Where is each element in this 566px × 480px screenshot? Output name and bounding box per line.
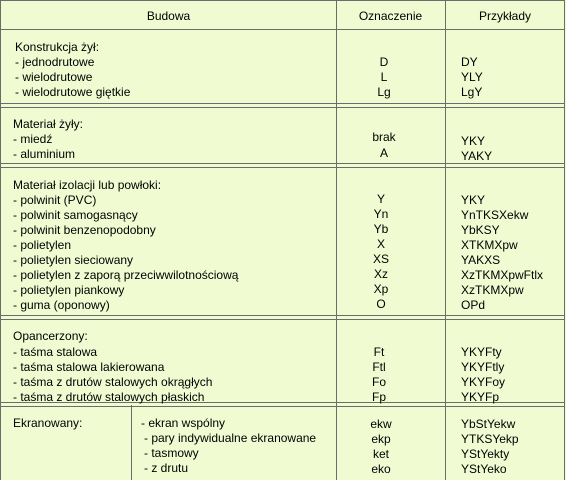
- row-code: Xp: [373, 282, 389, 296]
- row-code: Ft: [373, 345, 385, 359]
- header-oznaczenie: Oznaczenie: [358, 9, 423, 23]
- row-code: brak: [372, 130, 396, 144]
- row-label: - ekran wspólny: [141, 416, 226, 430]
- row-example: YKYFty: [461, 345, 502, 359]
- row-code: Y: [376, 192, 385, 206]
- row-example: XTKMXpw: [461, 238, 518, 252]
- row-label: - polietylen: [13, 238, 72, 252]
- row-label: - taśma stalowa: [13, 345, 98, 359]
- section-divider: [1, 319, 564, 320]
- row-code: ket: [372, 447, 389, 461]
- row-label: - aluminium: [13, 147, 76, 161]
- row-label: - polwinit benzenopodobny: [13, 223, 156, 237]
- section-title: Opancerzony:: [13, 329, 88, 343]
- column-divider: [131, 405, 132, 480]
- row-code: eko: [371, 462, 391, 476]
- row-code: Xz: [373, 267, 388, 281]
- row-example: YKYFp: [461, 390, 500, 404]
- row-label: - polwinit samogasnący: [13, 208, 138, 222]
- row-example: YLY: [461, 70, 483, 84]
- row-example: YnTKSXekw: [461, 208, 529, 222]
- row-code: O: [376, 297, 386, 311]
- row-example: XzTKMXpw: [461, 283, 524, 297]
- row-code: Lg: [377, 85, 391, 99]
- row-code: D: [379, 55, 389, 69]
- row-example: YKY: [461, 134, 486, 148]
- row-label: - jednodrutowe: [15, 55, 95, 69]
- row-code: Fo: [371, 375, 386, 389]
- section-title: Materiał żyły:: [13, 117, 84, 131]
- row-label: - tasmowy: [144, 446, 199, 460]
- row-example: YStYeko: [461, 462, 507, 476]
- row-label: - taśma stalowa lakierowana: [13, 360, 165, 374]
- header-budowa: Budowa: [146, 9, 191, 23]
- row-example: YAKY: [461, 149, 493, 163]
- row-label: - wielodrutowe giętkie: [15, 85, 131, 99]
- row-code: A: [379, 146, 388, 160]
- row-code: ekp: [371, 432, 391, 446]
- row-label: - pary indywidualne ekranowane: [144, 431, 317, 445]
- row-code: Fp: [371, 390, 386, 404]
- row-code: Yn: [373, 207, 389, 221]
- section-title: Konstrukcja żył:: [15, 40, 100, 54]
- row-code: Ftl: [372, 360, 386, 374]
- row-example: YStYekty: [461, 447, 510, 461]
- row-label: - guma (oponowy): [13, 298, 110, 312]
- row-label: - wielodrutowe: [15, 70, 93, 84]
- row-label: - polietylen piankowy: [13, 283, 125, 297]
- column-divider: [445, 1, 446, 480]
- row-label: - polietylen z zaporą przeciwwilotnościową: [13, 268, 239, 282]
- row-example: YTKSYekp: [461, 432, 519, 446]
- row-example: OPd: [461, 298, 486, 312]
- section-divider: [1, 107, 564, 108]
- row-code: ekw: [370, 417, 392, 431]
- section-title: Ekranowany:: [13, 416, 83, 430]
- row-example: YbKSY: [461, 223, 500, 237]
- row-label: - z drutu: [144, 461, 189, 475]
- row-example: YKY: [461, 193, 486, 207]
- section-divider: [1, 315, 564, 316]
- row-label: - taśma z drutów stalowych płaskich: [13, 390, 205, 404]
- row-example: DY: [461, 55, 478, 69]
- row-label: - polietylen sieciowany: [13, 253, 134, 267]
- section-divider: [1, 103, 564, 104]
- row-label: - miedź: [13, 132, 53, 146]
- header-przyklady: Przykłady: [478, 9, 531, 23]
- row-code: X: [376, 237, 385, 251]
- section-title: Materiał izolacji lub powłoki:: [13, 178, 162, 192]
- row-example: YKYFoy: [461, 375, 506, 389]
- row-code: L: [380, 70, 388, 84]
- row-example: XzTKMXpwFtlx: [461, 268, 544, 282]
- row-label: - polwinit (PVC): [13, 193, 97, 207]
- row-example: LgY: [461, 85, 483, 99]
- row-code: Yb: [373, 222, 389, 236]
- section-divider: [1, 167, 564, 168]
- row-example: YAKXS: [461, 253, 501, 267]
- row-example: YKYFtly: [461, 360, 505, 374]
- section-divider: [1, 406, 564, 407]
- row-code: XS: [372, 252, 389, 266]
- row-label: - taśma z drutów stalowych okrągłych: [13, 375, 213, 389]
- row-example: YbStYekw: [461, 417, 516, 431]
